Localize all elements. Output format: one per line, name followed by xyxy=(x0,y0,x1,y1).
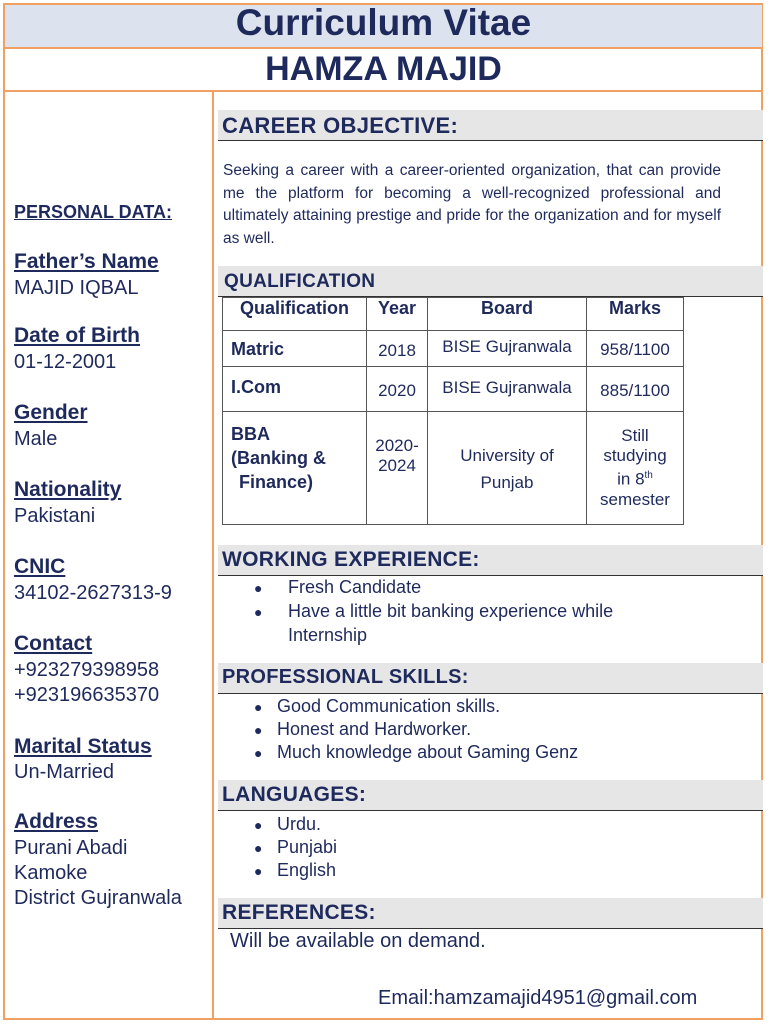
working-experience-header xyxy=(218,545,763,576)
father-name-value: MAJID IQBAL xyxy=(14,277,139,299)
marital-status-value: Un-Married xyxy=(14,761,115,783)
professional-skills-header xyxy=(218,663,763,694)
marks-line-3 xyxy=(587,466,683,490)
bullet-icon: ● xyxy=(254,580,263,596)
table-row xyxy=(223,412,684,525)
personal-data-heading: PERSONAL DATA: xyxy=(14,202,173,222)
professional-skills-title: PROFESSIONAL SKILLS: xyxy=(222,666,469,688)
address-line-1: Purani Abadi xyxy=(14,837,128,859)
nationality-value: Pakistani xyxy=(14,505,96,527)
cell-year: 2018 xyxy=(367,331,428,367)
bullet-icon: ● xyxy=(254,604,263,620)
candidate-name: HAMZA MAJID xyxy=(265,50,502,88)
career-objective-title: CAREER OBJECTIVE: xyxy=(222,113,459,138)
gender-value: Male xyxy=(14,428,58,450)
qualification-table xyxy=(222,297,684,525)
bullet-icon: ● xyxy=(254,817,263,833)
table-row xyxy=(223,367,684,412)
list-item: Honest and Hardworker. xyxy=(277,719,472,739)
gender-label: Gender xyxy=(14,401,88,424)
references-text: Will be available on demand. xyxy=(230,930,486,952)
career-objective-text: Seeking a career with a career-oriented organization, that can provide me the platform for becoming a well-recognized professional and ultimately attaining prestige and pride for the organization and for myself as well. xyxy=(223,162,721,247)
col-header-board: Board xyxy=(428,298,587,331)
references-title: REFERENCES: xyxy=(222,901,376,924)
year-line-2: 2024 xyxy=(378,456,416,475)
address-label: Address xyxy=(14,810,99,833)
cell-board: BISE Gujranwala xyxy=(428,331,587,367)
bullet-icon: ● xyxy=(254,745,263,761)
dob-label: Date of Birth xyxy=(14,324,140,347)
marks-line-1: Still xyxy=(621,426,649,445)
contact-phone-2: +923196635370 xyxy=(14,684,160,706)
cell-board: BISE Gujranwala xyxy=(428,367,587,412)
header-divider xyxy=(5,90,762,92)
list-item: Have a little bit banking experience while xyxy=(288,601,614,621)
career-objective-header xyxy=(218,110,763,141)
list-item: Much knowledge about Gaming Genz xyxy=(277,742,579,762)
marks-superscript: th xyxy=(644,470,653,481)
cnic-value: 34102-2627313-9 xyxy=(14,582,172,604)
languages-header xyxy=(218,780,763,811)
board-line-2: Punjab xyxy=(480,473,534,492)
cell-qualification: I.Com xyxy=(223,367,367,412)
working-experience-title: WORKING EXPERIENCE: xyxy=(222,548,480,571)
year-line-1: 2020- xyxy=(375,436,419,455)
bullet-icon: ● xyxy=(254,863,263,879)
list-item: Urdu. xyxy=(277,814,322,834)
cell-board xyxy=(428,412,587,525)
cell-year: 2020 xyxy=(367,367,428,412)
marks-line-2: studying xyxy=(603,446,667,465)
address-line-3: District Gujranwala xyxy=(14,887,182,909)
cell-marks: 885/1100 xyxy=(587,367,684,412)
qualification-header xyxy=(218,266,763,297)
document-title: Curriculum Vitae xyxy=(235,2,532,43)
list-item: Internship xyxy=(288,625,368,645)
marks-line-4: semester xyxy=(600,489,670,509)
contact-label: Contact xyxy=(14,632,93,655)
address-line-2: Kamoke xyxy=(14,862,88,884)
cell-qualification xyxy=(223,412,367,525)
father-name-label: Father’s Name xyxy=(14,250,159,273)
cell-year xyxy=(367,412,428,525)
marks-line-3-text: in 8 xyxy=(617,469,645,489)
col-header-year: Year xyxy=(367,298,428,331)
bullet-icon: ● xyxy=(254,699,263,715)
table-row xyxy=(223,331,684,367)
table-header-row xyxy=(223,298,684,331)
nationality-label: Nationality xyxy=(14,478,122,501)
cell-marks xyxy=(587,412,684,525)
contact-email: Email:hamzamajid4951@gmail.com xyxy=(378,987,698,1009)
cnic-label: CNIC xyxy=(14,555,66,578)
references-header xyxy=(218,898,763,929)
list-item: Punjabi xyxy=(277,837,338,857)
column-divider xyxy=(212,92,214,1018)
list-item: Fresh Candidate xyxy=(288,577,422,597)
contact-phone-1: +923279398958 xyxy=(14,659,160,681)
cell-marks: 958/1100 xyxy=(587,331,684,367)
bullet-icon: ● xyxy=(254,722,263,738)
bullet-icon: ● xyxy=(254,840,263,856)
list-item: English xyxy=(277,860,337,880)
bba-line-1: BBA xyxy=(231,424,270,444)
cell-qualification: Matric xyxy=(223,331,367,367)
board-line-1: University of xyxy=(460,446,554,465)
dob-value: 01-12-2001 xyxy=(14,351,117,373)
list-item: Good Communication skills. xyxy=(277,696,501,716)
bba-line-2: (Banking & xyxy=(231,448,327,468)
languages-title: LANGUAGES: xyxy=(222,783,367,806)
qualification-title: QUALIFICATION xyxy=(224,271,376,292)
marital-status-label: Marital Status xyxy=(14,735,152,758)
bba-line-3: Finance) xyxy=(239,472,314,492)
col-header-marks: Marks xyxy=(587,298,684,331)
col-header-qualification: Qualification xyxy=(223,298,367,331)
